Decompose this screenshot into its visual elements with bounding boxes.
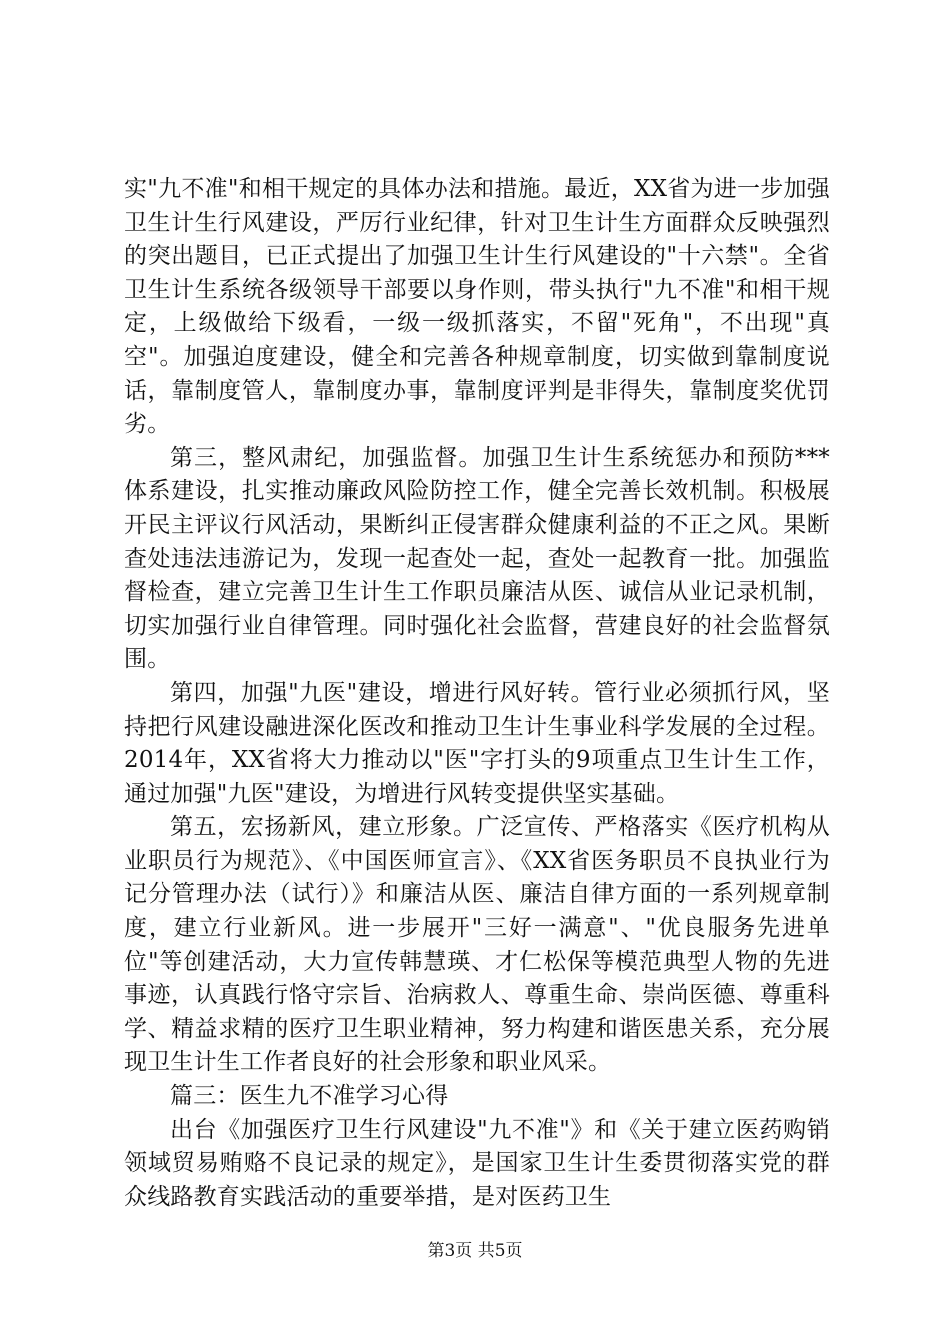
paragraph-fourth-point: 第四，加强"九医"建设，增进行风好转。管行业必须抓行风，坚持把行风建设融进深化医改和推动卫生计生事业科学发展的全过程。2014年，XX省将大力推动以"医"字打头的9项重点卫生计生工作，通过加强"九医"建设，为增进行风转变提供坚实基础。 [124, 679, 830, 807]
paragraph-fifth-point: 第五，宏扬新风，建立形象。广泛宣传、严格落实《医疗机构从业职员行为规范》、《中国医师宣言》、《XX省医务职员不良执业行为记分管理办法（试行）》和廉洁从医、廉洁自律方面的一系列规章制度，建立行业新风。进一步展开"三好一满意"、"优良服务先进单位"等创建活动，大力宣传韩慧瑛、才仁松保等模范典型人物的先进事迹，认真践行恪守宗旨、治病救人、尊重生命、崇尚医德、尊重科学、精益求精的医疗卫生职业精神，努力构建和谐医患关系，充分展现卫生计生工作者良好的社会形象和职业风采。 [124, 814, 830, 1076]
section-heading: 篇三：医生九不准学习心得 [170, 1083, 449, 1110]
page-number-footer: 第3页 共5页 [427, 1241, 523, 1261]
document-body [124, 173, 830, 1214]
paragraph-section-three-intro: 出台《加强医疗卫生行风建设"九不准"》和《关于建立医药购销领域贸易贿赂不良记录的规定》，是国家卫生计生委贯彻落实党的群众线路教育实践活动的重要举措，是对医药卫生 [124, 1116, 830, 1210]
paragraph-continuation: 实"九不准"和相干规定的具体办法和措施。最近，XX省为进一步加强卫生计生行风建设，严厉行业纪律，针对卫生计生方面群众反映强烈的突出题目，已正式提出了加强卫生计生行风建设的"十六禁"。全省卫生计生系统各级领导干部要以身作则，带头执行"九不准"和相干规定，上级做给下级看，一级一级抓落实，不留"死角"，不出现"真空"。加强迫度建设，健全和完善各种规章制度，切实做到靠制度说话，靠制度管人，靠制度办事，靠制度评判是非得失，靠制度奖优罚劣。 [124, 176, 830, 438]
paragraph-third-point: 第三，整风肃纪，加强监督。加强卫生计生系统惩办和预防***体系建设，扎实推动廉政风险防控工作，健全完善长效机制。积极展开民主评议行风活动，果断纠正侵害群众健康利益的不正之风。果断查处违法违游记为，发现一起查处一起，查处一起教育一批。加强监督检查，建立完善卫生计生工作职员廉洁从医、诚信从业记录机制，切实加强行业自律管理。同时强化社会监督，营建良好的社会监督氛围。 [124, 444, 830, 673]
